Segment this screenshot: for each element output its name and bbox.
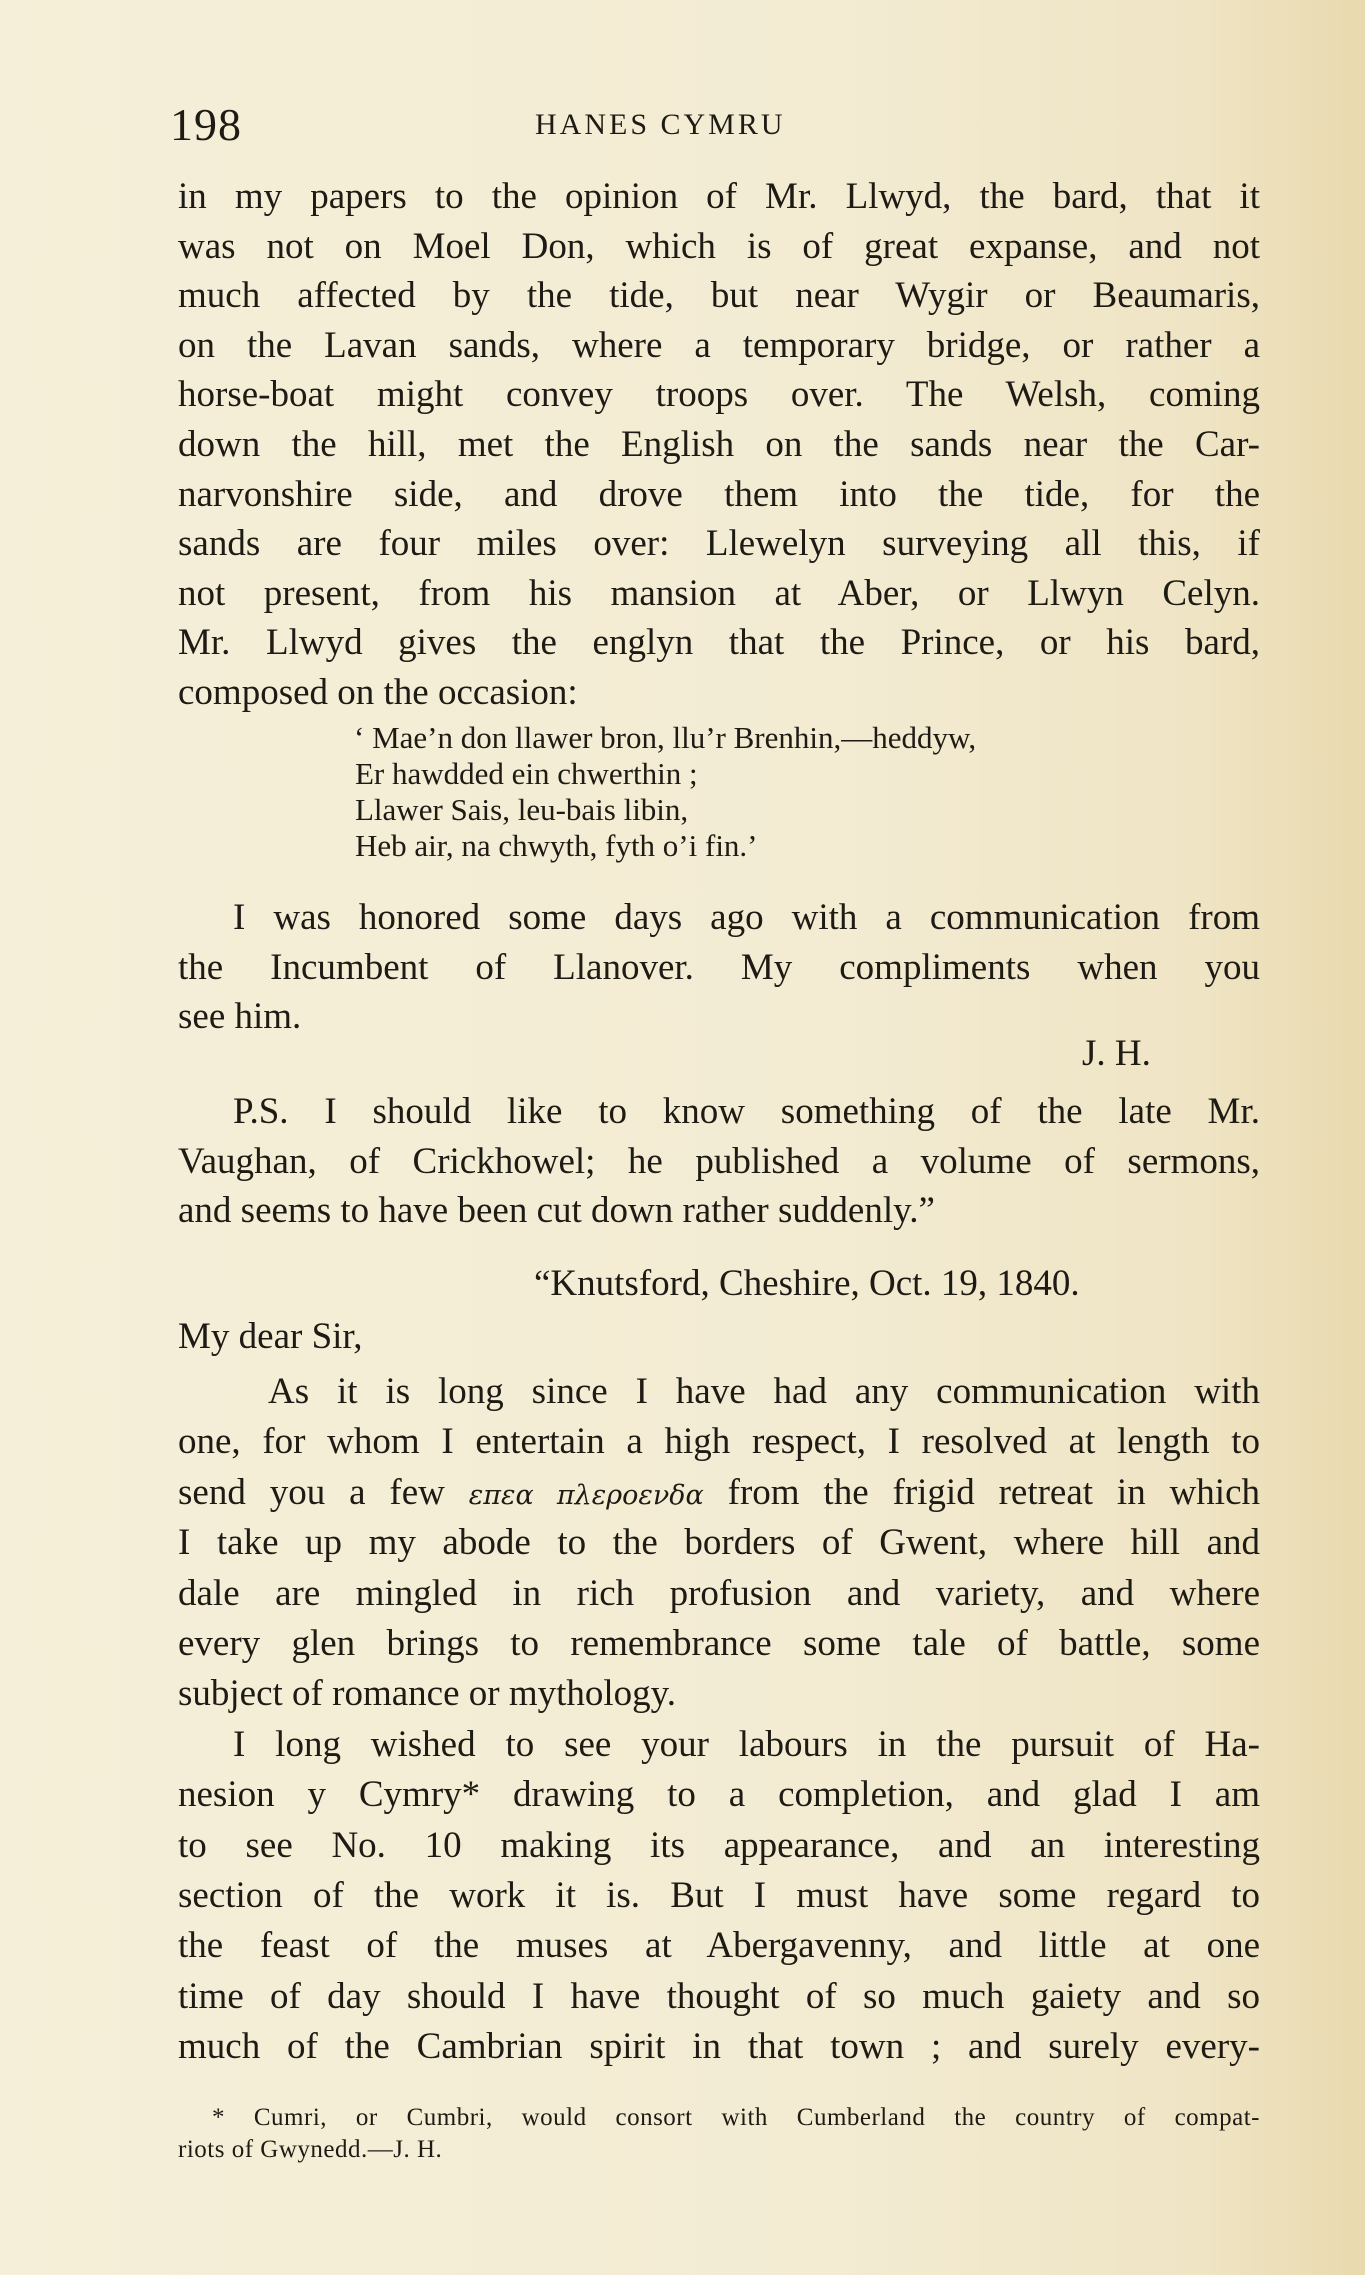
text-line: subject of romance or mythology. [178,1673,677,1715]
signature-initials: J. H. [1082,1033,1151,1074]
text-line: I was honored some days ago with a communication from [233,897,1260,938]
text-line: see him. [178,996,302,1038]
page-header [170,98,1270,158]
text-line: I long wished to see your labours in the pursuit of Ha- [233,1723,1260,1765]
text-line: I take up my abode to the borders of Gwent, where hill and [178,1522,1260,1564]
text-line: much affected by the tide, but near Wygir or Beaumaris, [178,275,1260,317]
text-line: section of the work it is. But I must have some regard to [178,1874,1260,1916]
text-line: on the Lavan sands, where a temporary bridge, or rather a [178,324,1260,366]
text-line: P.S. I should like to know something of the late Mr. [233,1091,1260,1132]
englyn-verse [354,720,976,864]
running-head: HANES CYMRU [535,108,786,141]
footnote-line: * Cumri, or Cumbri, would consort with Cumberland the country of compat- [212,2104,1260,2131]
text-line: composed on the occasion: [178,671,578,713]
letter-body [178,1367,1260,2072]
text-line: sands are four miles over: Llewelyn surveying all this, if [178,523,1260,565]
text-line: much of the Cambrian spirit in that town ; and surely every- [178,2026,1260,2068]
text-line: not present, from his mansion at Aber, or Llwyn Celyn. [178,572,1260,614]
postscript [178,1087,1260,1236]
verse-line: Heb air, na chwyth, fyth o’i fin.’ [355,828,758,863]
paragraph-llanover [178,893,1260,1042]
verse-line: Er hawdded ein chwerthin ; [355,756,698,791]
text-line: narvonshire side, and drove them into the tide, for the [178,473,1260,515]
text-line: Vaughan, of Crickhowel; he published a volume of sermons, [178,1140,1260,1182]
page-number: 198 [170,99,242,150]
greek-phrase: επεα πλεροενδα [468,1479,704,1511]
footnote-line: riots of Gwynedd.—J. H. [178,2136,443,2163]
paragraph-continuation [178,172,1260,718]
text-line: As it is long since I have had any communication with [268,1371,1260,1412]
text-line: time of day should I have thought of so much gaiety and so [178,1975,1260,2017]
text-line-greek [178,1468,1260,1518]
text-line: and seems to have been cut down rather suddenly.” [178,1190,935,1232]
letter-salutation: My dear Sir, [178,1316,363,1357]
text-line: the Incumbent of Llanover. My compliments when you [178,946,1260,988]
text-line: the feast of the muses at Abergavenny, and little at one [178,1925,1260,1967]
text-line: down the hill, met the English on the sands near the Car- [178,423,1260,465]
text-line: horse-boat might convey troops over. The Welsh, coming [178,374,1260,416]
text-line: in my papers to the opinion of Mr. Llwyd, the bard, that it [178,176,1260,217]
text-line: was not on Moel Don, which is of great expanse, and not [178,225,1260,267]
text-line: dale are mingled in rich profusion and variety, and where [178,1572,1260,1614]
text-line: to see No. 10 making its appearance, and an interesting [178,1824,1260,1866]
letter-dateline: “Knutsford, Cheshire, Oct. 19, 1840. [534,1263,1080,1304]
verse-line: Llawer Sais, leu-bais libin, [355,792,689,827]
text-segment: from the frigid retreat in which [727,1471,1260,1513]
text-line: every glen brings to remembrance some tale of battle, some [178,1622,1260,1664]
text-line: Mr. Llwyd gives the englyn that the Prince, or his bard, [178,622,1260,664]
text-line: one, for whom I entertain a high respect, I resolved at length to [178,1421,1260,1463]
text-segment: send you a few [178,1471,445,1513]
verse-line: ‘ Mae’n don llawer bron, llu’r Brenhin,—heddyw, [354,720,977,755]
text-line: nesion y Cymry* drawing to a completion, and glad I am [178,1774,1260,1816]
footnote [178,2102,1260,2166]
